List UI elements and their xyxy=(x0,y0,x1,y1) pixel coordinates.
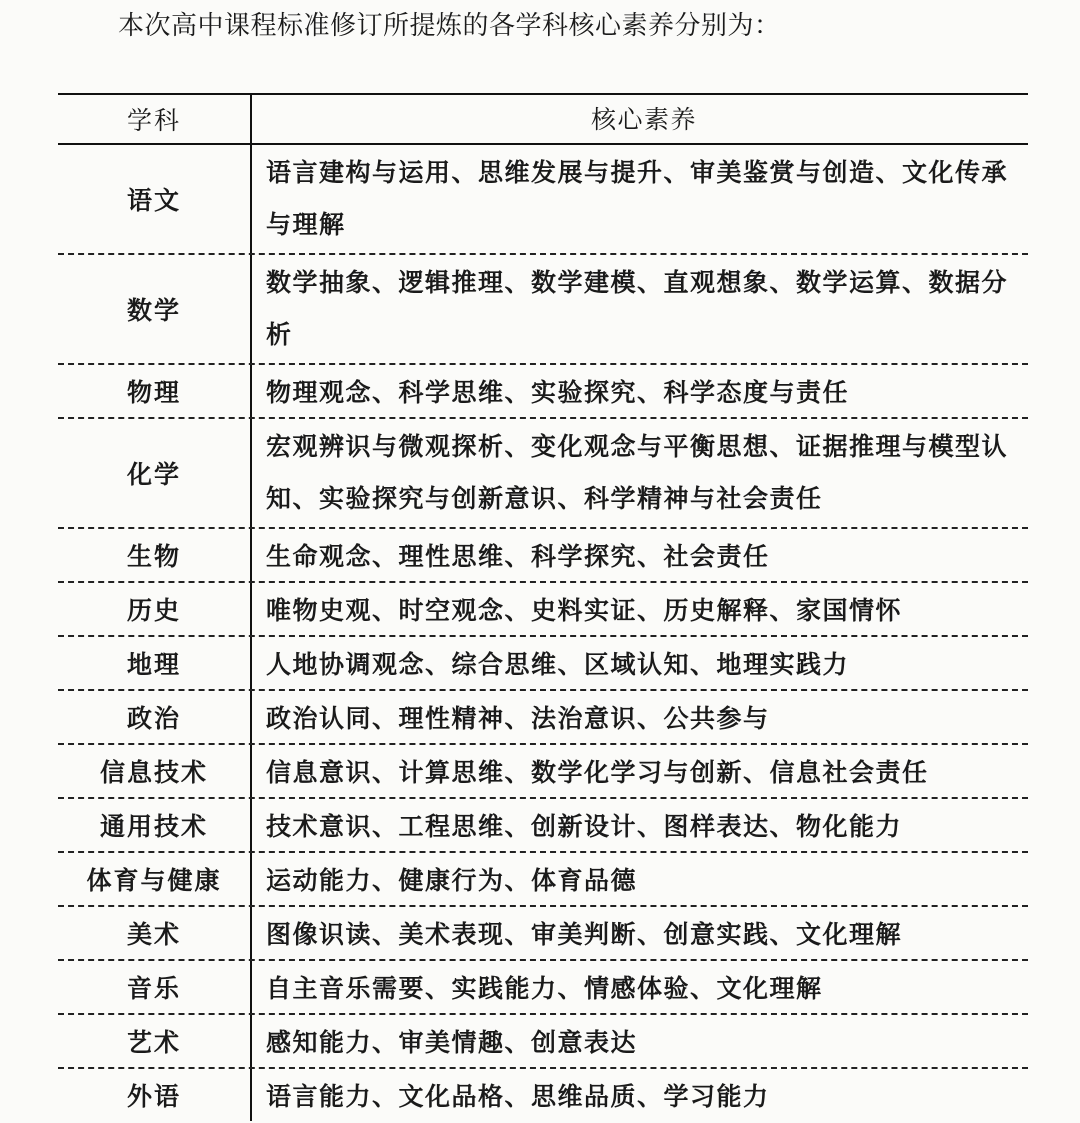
table-row xyxy=(58,799,1028,853)
table-row xyxy=(58,853,1028,907)
subject-cell: 生物 xyxy=(58,529,252,581)
subject-cell: 美术 xyxy=(58,907,252,959)
header-subject: 学科 xyxy=(58,95,252,143)
table-row xyxy=(58,637,1028,691)
subject-cell: 音乐 xyxy=(58,961,252,1013)
table-row xyxy=(58,907,1028,961)
table-header-row xyxy=(58,95,1028,145)
table-row xyxy=(58,365,1028,419)
table-row xyxy=(58,961,1028,1015)
subject-cell: 语文 xyxy=(58,145,252,253)
table-row xyxy=(58,145,1028,255)
competency-cell: 图像识读、美术表现、审美判断、创意实践、文化理解 xyxy=(266,920,903,949)
competency-cell: 技术意识、工程思维、创新设计、图样表达、物化能力 xyxy=(266,812,903,841)
competency-cell: 语言建构与运用、思维发展与提升、审美鉴赏与创造、文化传承与理解 xyxy=(266,158,1009,239)
competency-cell: 宏观辨识与微观探析、变化观念与平衡思想、证据推理与模型认知、实验探究与创新意识、科学精神与社会责任 xyxy=(266,432,1009,513)
header-competency: 核心素养 xyxy=(590,105,697,134)
competency-cell: 语言能力、文化品格、思维品质、学习能力 xyxy=(266,1082,770,1111)
table-row xyxy=(58,691,1028,745)
table-row xyxy=(58,529,1028,583)
intro-text: 本次高中课程标准修订所提炼的各学科核心素养分别为： xyxy=(118,11,781,41)
subject-cell: 历史 xyxy=(58,583,252,635)
table-row xyxy=(58,745,1028,799)
subject-cell: 外语 xyxy=(58,1069,252,1121)
competency-cell: 政治认同、理性精神、法治意识、公共参与 xyxy=(266,704,770,733)
subject-cell: 数学 xyxy=(58,255,252,363)
subject-cell: 物理 xyxy=(58,365,252,417)
table-row xyxy=(58,1015,1028,1069)
competency-cell: 运动能力、健康行为、体育品德 xyxy=(266,866,638,895)
table-row xyxy=(58,255,1028,365)
competency-table xyxy=(58,93,1028,1121)
competency-cell: 感知能力、审美情趣、创意表达 xyxy=(266,1028,638,1057)
subject-cell: 化学 xyxy=(58,419,252,527)
subject-cell: 信息技术 xyxy=(58,745,252,797)
subject-cell: 艺术 xyxy=(58,1015,252,1067)
table-row xyxy=(58,583,1028,637)
subject-cell: 通用技术 xyxy=(58,799,252,851)
competency-cell: 人地协调观念、综合思维、区域认知、地理实践力 xyxy=(266,650,850,679)
table-row xyxy=(58,419,1028,529)
table-row xyxy=(58,1069,1028,1121)
subject-cell: 地理 xyxy=(58,637,252,689)
subject-cell: 体育与健康 xyxy=(58,853,252,905)
competency-cell: 数学抽象、逻辑推理、数学建模、直观想象、数学运算、数据分析 xyxy=(266,268,1009,349)
competency-cell: 自主音乐需要、实践能力、情感体验、文化理解 xyxy=(266,974,823,1003)
competency-cell: 物理观念、科学思维、实验探究、科学态度与责任 xyxy=(266,378,850,407)
competency-cell: 生命观念、理性思维、科学探究、社会责任 xyxy=(266,542,770,571)
competency-cell: 唯物史观、时空观念、史料实证、历史解释、家国情怀 xyxy=(266,596,903,625)
subject-cell: 政治 xyxy=(58,691,252,743)
competency-cell: 信息意识、计算思维、数学化学习与创新、信息社会责任 xyxy=(266,758,929,787)
